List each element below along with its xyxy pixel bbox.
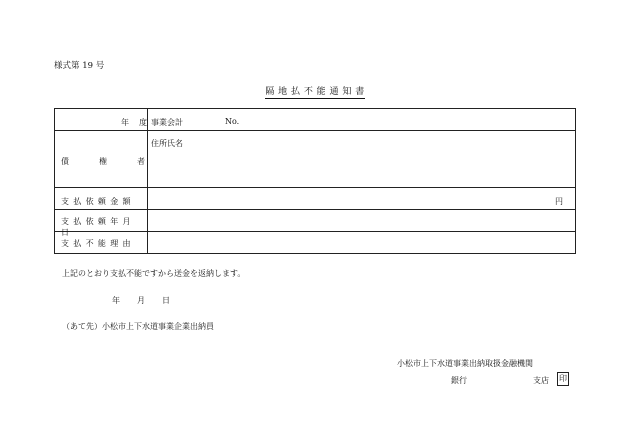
table-divider <box>55 187 575 188</box>
fiscal-year-label-b: 度 <box>139 118 147 127</box>
account-label: 事業会計 <box>151 118 183 127</box>
bank-institution: 小松市上下水道事業出納取扱金融機関 <box>397 359 533 368</box>
creditor-label-b: 権 <box>99 157 107 166</box>
date-day: 日 <box>162 296 170 305</box>
addressee: （あて先）小松市上下水道事業企業出納員 <box>62 322 214 331</box>
table-divider <box>55 209 575 210</box>
yen-unit: 円 <box>555 197 563 206</box>
reason-label: 支払不能理由 <box>61 239 135 248</box>
fiscal-year-label-a: 年 <box>121 118 129 127</box>
table-column-divider <box>147 109 148 253</box>
date-year: 年 <box>112 296 120 305</box>
document-title-text: 隔 地 払 不 能 通 知 書 <box>265 87 365 97</box>
address-name-label: 住所氏名 <box>151 139 183 148</box>
bank-label: 銀行 <box>451 376 467 385</box>
seal-mark: 印 <box>557 372 569 386</box>
payment-date-label: 支払依頼年月日 <box>61 217 135 237</box>
document-title <box>0 84 630 97</box>
table-divider <box>55 130 575 131</box>
creditor-label-a: 債 <box>61 157 69 166</box>
return-note: 上記のとおり支払不能ですから送金を返納します。 <box>62 269 246 278</box>
payment-amount-label: 支払依頼金額 <box>61 197 135 206</box>
date-month: 月 <box>137 296 145 305</box>
form-number: 様式第 19 号 <box>54 61 105 71</box>
number-label: No. <box>225 117 240 126</box>
notice-table <box>54 108 576 254</box>
creditor-label-c: 者 <box>137 157 145 166</box>
branch-label: 支店 <box>533 376 549 385</box>
